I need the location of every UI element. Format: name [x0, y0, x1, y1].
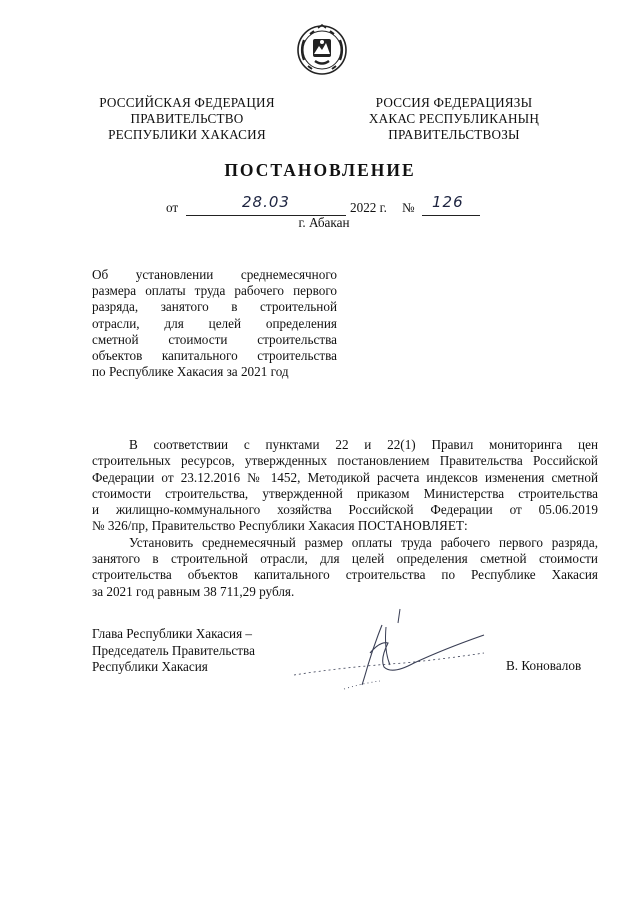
body-line: строительства объектов капитального строительства по Республике Хакасия — [92, 567, 598, 583]
header-left-line: РЕСПУБЛИКИ ХАКАСИЯ — [108, 127, 266, 142]
signatory-position — [92, 626, 255, 676]
header-left-line: ПРАВИТЕЛЬСТВО — [130, 111, 244, 126]
decree-subject — [92, 267, 337, 380]
subject-line: сметной стоимости строительства — [92, 331, 337, 347]
body-line: и жилищно-коммунального хозяйства Российской Федерации от 05.06.2019 — [92, 502, 598, 518]
date-prefix: от — [166, 200, 179, 215]
body-line: Установить среднемесячный размер оплаты труда рабочего первого разряда, — [129, 534, 598, 550]
number-label: № — [402, 200, 415, 215]
header-left — [82, 95, 292, 143]
header-right — [354, 95, 554, 143]
subject-line: по Республике Хакасия за 2021 год — [92, 364, 289, 380]
handwritten-signature-icon — [284, 605, 504, 695]
body-line: Федерации от 23.12.2016 № 1452, Методикой расчета индексов изменения сметной — [92, 469, 598, 485]
position-line: Глава Республики Хакасия – — [92, 626, 253, 641]
date-year: 2022 г. — [350, 200, 387, 215]
body-line: строительных ресурсов, утвержденных постановлением Правительства Российской — [92, 453, 598, 469]
subject-line: объектов капитального строительства — [92, 348, 337, 364]
body-line: В соответствии с пунктами 22 и 22(1) Правил мониторинга цен — [129, 437, 598, 452]
body-line: за 2021 год равным 38 711,29 рубля. — [92, 583, 295, 599]
signatory-name: В. Коновалов — [506, 658, 582, 673]
header-right-line: РОССИЯ ФЕДЕРАЦИЯЗЫ — [375, 95, 533, 110]
body-line: занятого в строительной отрасли, для целей определения сметной стоимости — [92, 551, 598, 567]
body-line: № 326/пр, Правительство Республики Хакасия ПОСТАНОВЛЯЕТ: — [92, 518, 468, 534]
city: г. Абакан — [298, 215, 350, 230]
handwritten-number: 126 — [432, 193, 464, 211]
position-line: Председатель Правительства — [92, 642, 255, 658]
coat-of-arms-icon — [296, 22, 348, 78]
subject-line: Об установлении среднемесячного — [92, 267, 337, 282]
header-right-line: ПРАВИТЕЛЬСТВОЗЫ — [388, 127, 520, 142]
header-left-line: РОССИЙСКАЯ ФЕДЕРАЦИЯ — [99, 95, 275, 110]
header-right-line: ХАКАС РЕСПУБЛИКАНЫҢ — [368, 111, 540, 126]
subject-line: отрасли, для целей определения — [92, 315, 337, 331]
document-title: ПОСТАНОВЛЕНИЕ — [224, 160, 416, 180]
subject-line: разряда, занятого в строительной — [92, 299, 337, 315]
body-line: стоимости строительства, утвержденной приказом Министерства строительства — [92, 485, 598, 501]
handwritten-date: 28.03 — [242, 193, 290, 211]
subject-line: размера оплаты труда рабочего первого — [92, 283, 337, 299]
position-line: Республики Хакасия — [92, 659, 208, 674]
decree-body — [92, 437, 598, 600]
